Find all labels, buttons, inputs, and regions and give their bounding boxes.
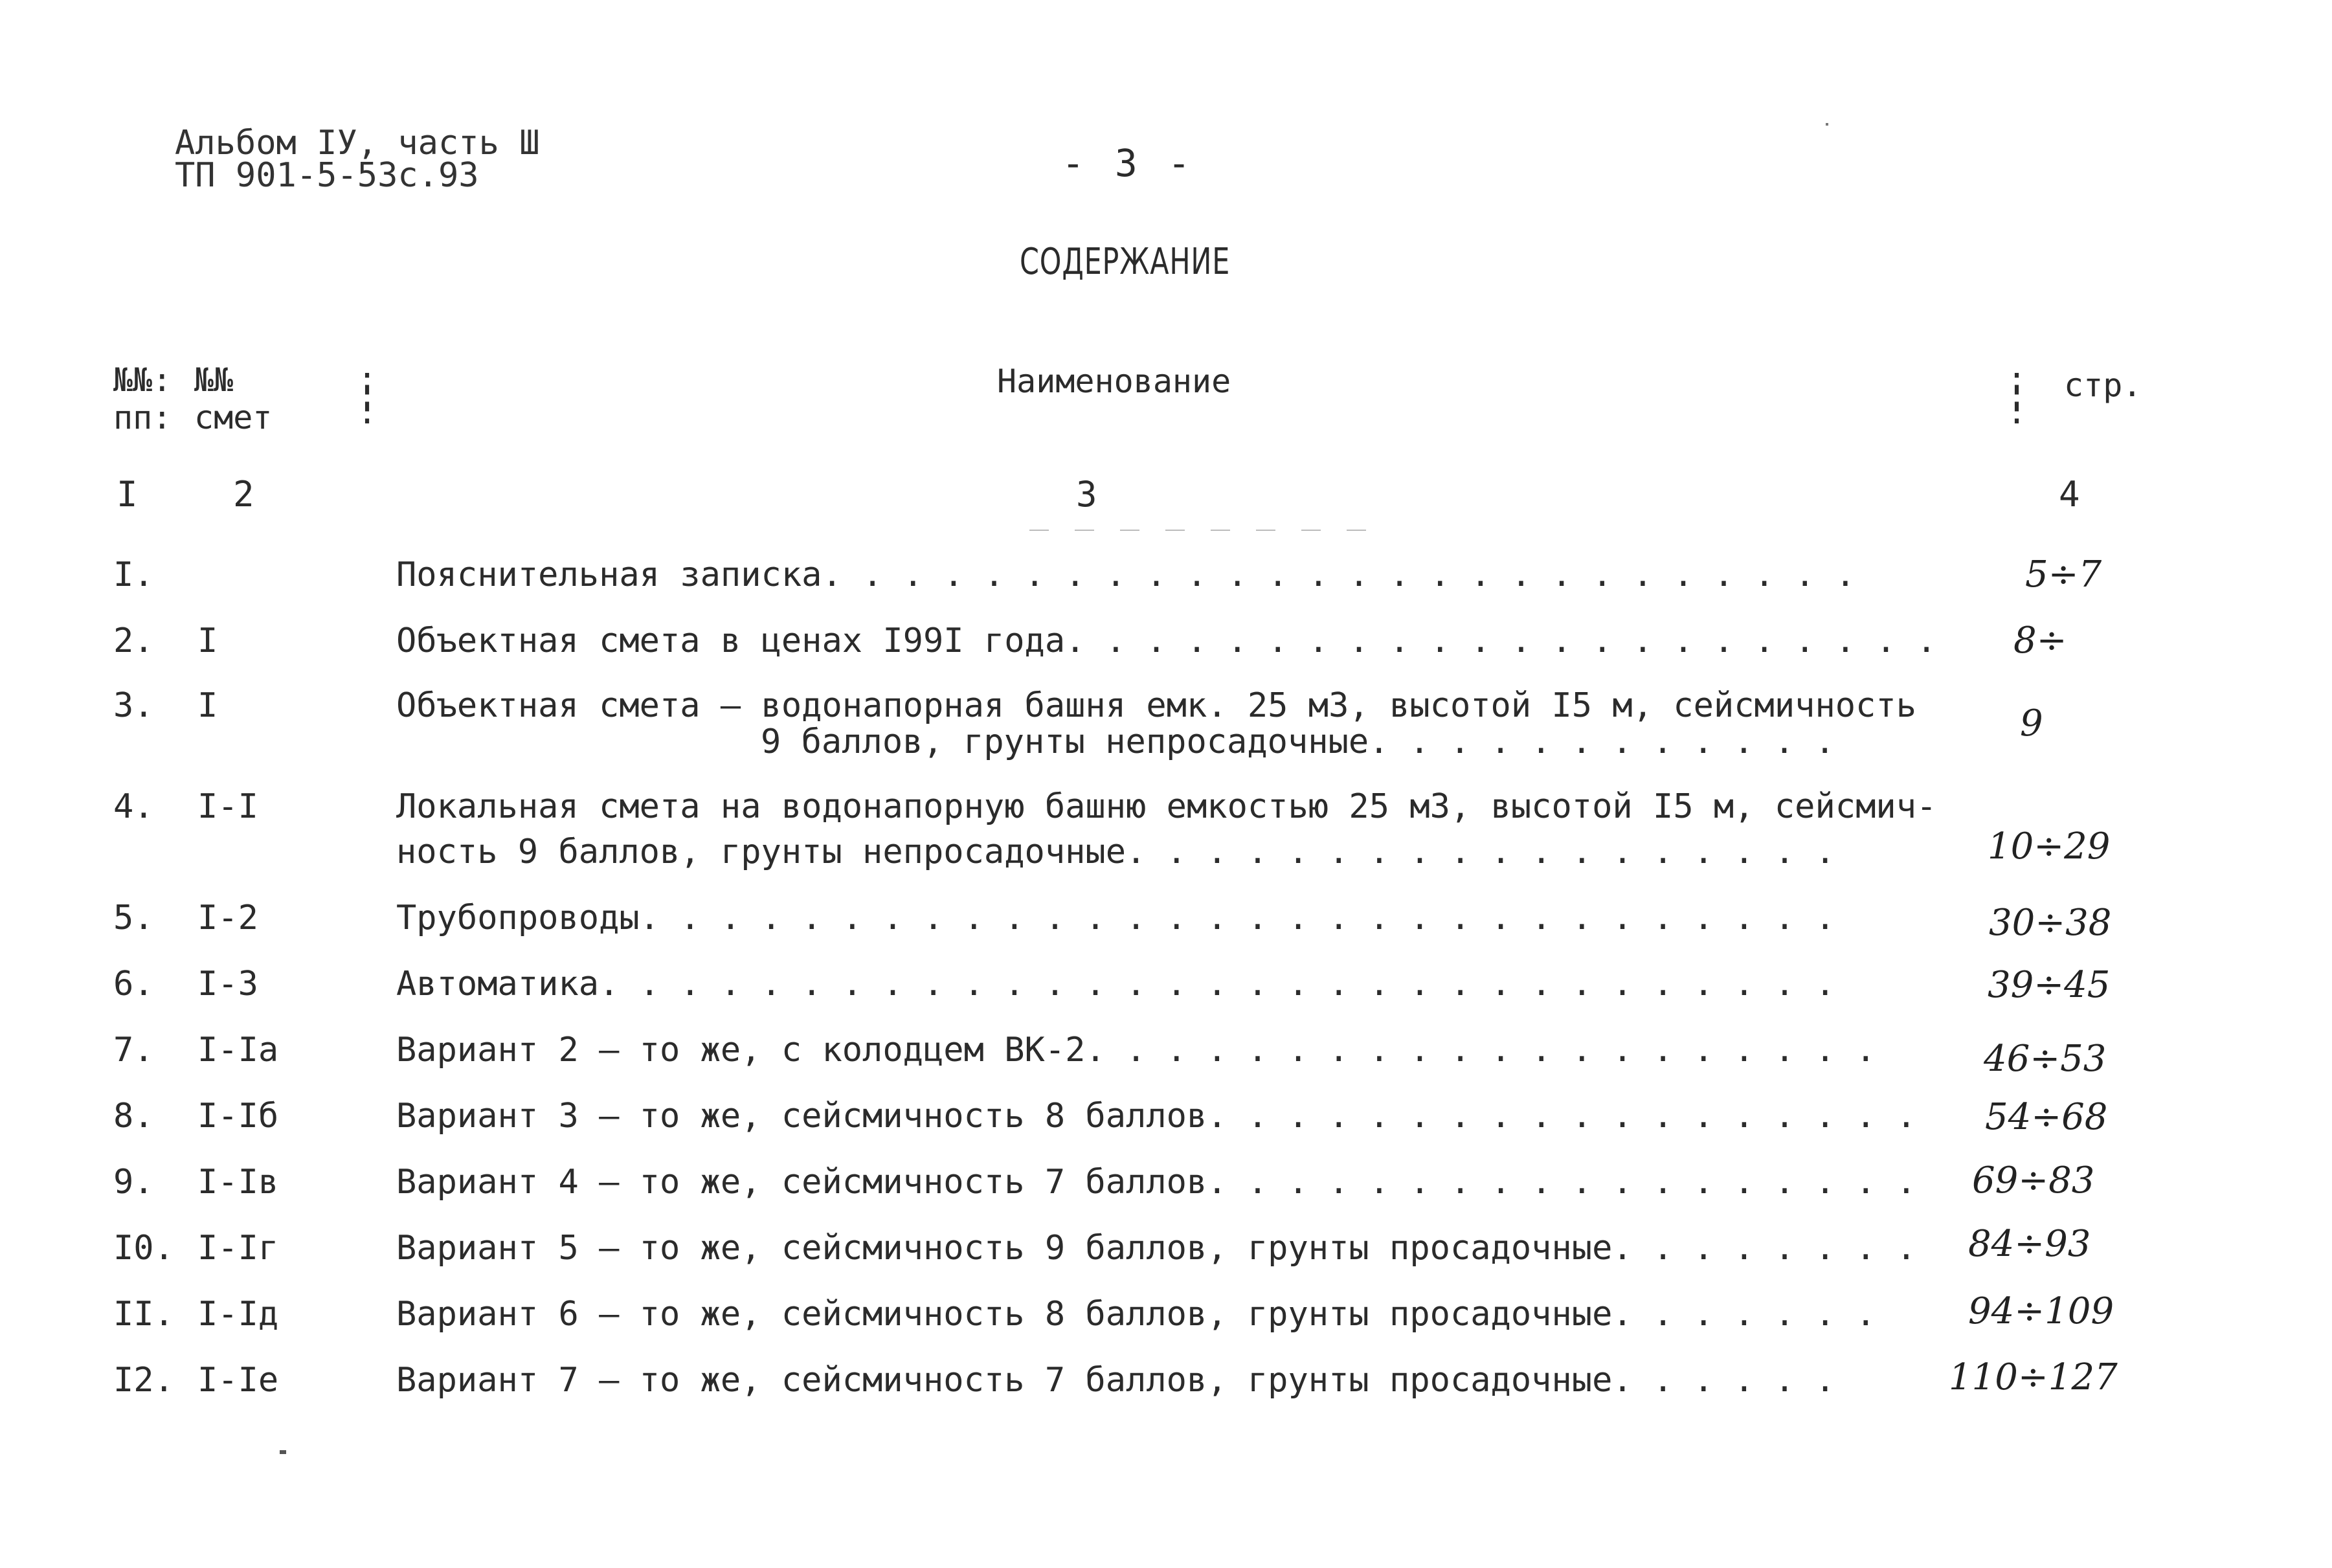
column-header-name: Наименование bbox=[997, 363, 1231, 400]
page-number: - 3 - bbox=[1062, 141, 1194, 185]
album-label: Альбом IУ, часть Ш bbox=[175, 124, 540, 162]
column-number-1: I bbox=[117, 474, 138, 515]
column-separator: : : : bbox=[357, 360, 377, 431]
column-header-page: стр. bbox=[2064, 366, 2142, 404]
column-number-3: 3 bbox=[1076, 474, 1097, 515]
document-header bbox=[175, 124, 540, 195]
column-number-2: 2 bbox=[233, 474, 254, 515]
scan-speck bbox=[280, 1450, 286, 1454]
scan-speck bbox=[1826, 123, 1828, 126]
page-title: СОДЕРЖАНИЕ bbox=[1020, 241, 1231, 283]
project-code: ТП 901-5-53с.93 bbox=[175, 156, 479, 195]
column-separator: : : : bbox=[2007, 360, 2027, 431]
scan-mark bbox=[1029, 530, 1392, 531]
column-header-estimate: №№ смет bbox=[194, 361, 273, 436]
column-header-number: №№: пп: bbox=[113, 361, 172, 436]
column-number-4: 4 bbox=[2059, 474, 2080, 515]
